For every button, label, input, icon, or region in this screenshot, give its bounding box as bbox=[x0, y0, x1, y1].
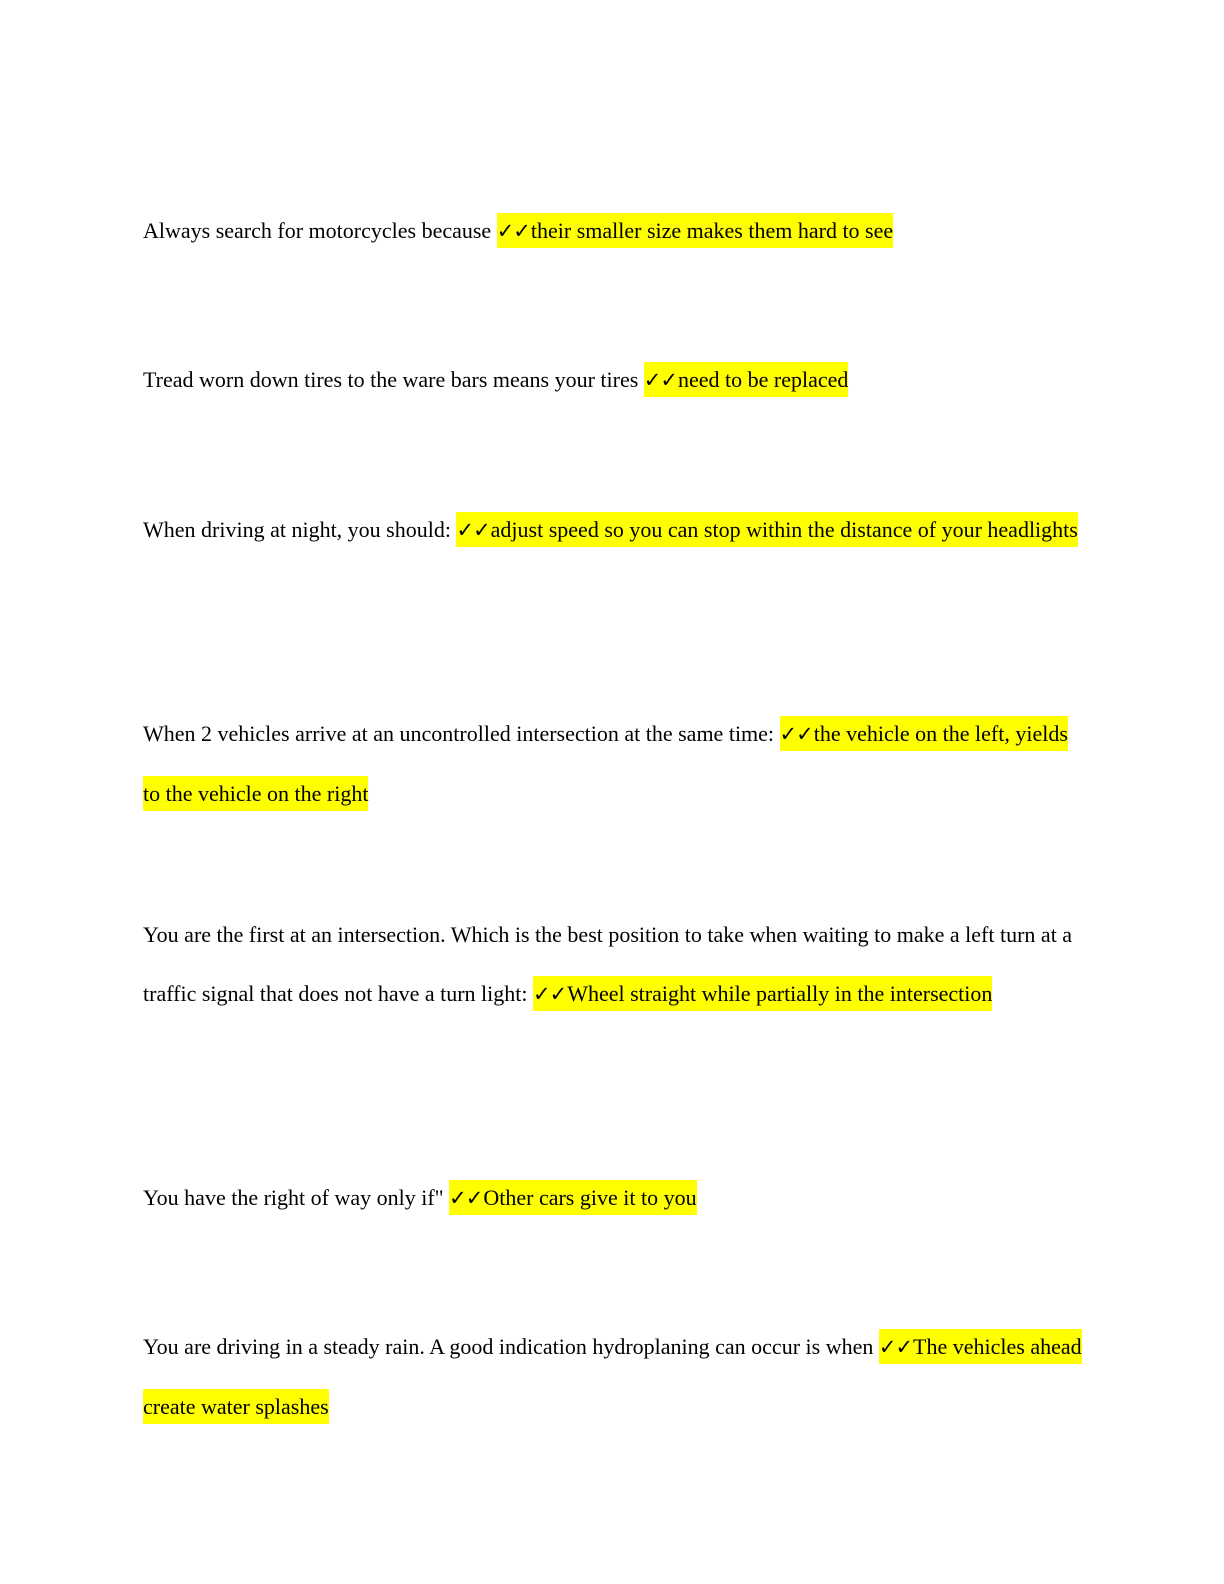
question-text: Tread worn down tires to the ware bars means your tires bbox=[143, 367, 644, 392]
answer-text: the vehicle on the left, yields to the vehicle on the right bbox=[143, 721, 1068, 806]
answer-highlight bbox=[456, 512, 1077, 547]
check-mark-icon: ✓✓ bbox=[878, 1335, 913, 1359]
check-mark-icon: ✓✓ bbox=[449, 1186, 483, 1210]
answer-text: The vehicles ahead create water splashes bbox=[143, 1334, 1082, 1419]
answer-text: Wheel straight while partially in the intersection bbox=[567, 981, 993, 1006]
question-text: When 2 vehicles arrive at an uncontrolled intersection at the same time: bbox=[143, 721, 780, 746]
question-text: You have the right of way only if" bbox=[143, 1185, 450, 1210]
check-mark-icon: ✓✓ bbox=[643, 368, 677, 392]
qa-item-left-turn-position bbox=[143, 905, 1083, 1024]
check-mark-icon: ✓✓ bbox=[533, 982, 567, 1006]
answer-highlight bbox=[449, 1180, 696, 1215]
question-text: You are the first at an intersection. Which is the best position to take when waiting to make a left turn at a traffic signal that does not have a turn light: bbox=[143, 922, 1073, 1006]
question-text: You are driving in a steady rain. A good indication hydroplaning can occur is when bbox=[143, 1334, 879, 1359]
question-text: Always search for motorcycles because bbox=[143, 218, 497, 243]
qa-item-night-driving bbox=[143, 500, 1083, 560]
question-text: When driving at night, you should: bbox=[143, 517, 457, 542]
qa-item-hydroplaning bbox=[143, 1317, 1083, 1436]
answer-highlight bbox=[533, 976, 992, 1011]
qa-item-motorcycles bbox=[143, 201, 1083, 261]
answer-text: Other cars give it to you bbox=[483, 1185, 697, 1210]
check-mark-icon: ✓✓ bbox=[496, 219, 530, 243]
check-mark-icon: ✓✓ bbox=[779, 722, 813, 746]
answer-text: their smaller size makes them hard to see bbox=[530, 218, 894, 243]
answer-highlight bbox=[497, 213, 893, 248]
qa-item-right-of-way bbox=[143, 1168, 1083, 1228]
check-mark-icon: ✓✓ bbox=[456, 518, 490, 542]
answer-text: adjust speed so you can stop within the distance of your headlights bbox=[490, 517, 1078, 542]
answer-text: need to be replaced bbox=[678, 367, 849, 392]
qa-item-uncontrolled-intersection bbox=[143, 704, 1083, 823]
answer-highlight bbox=[644, 362, 849, 397]
qa-item-tread-tires bbox=[143, 350, 1083, 410]
